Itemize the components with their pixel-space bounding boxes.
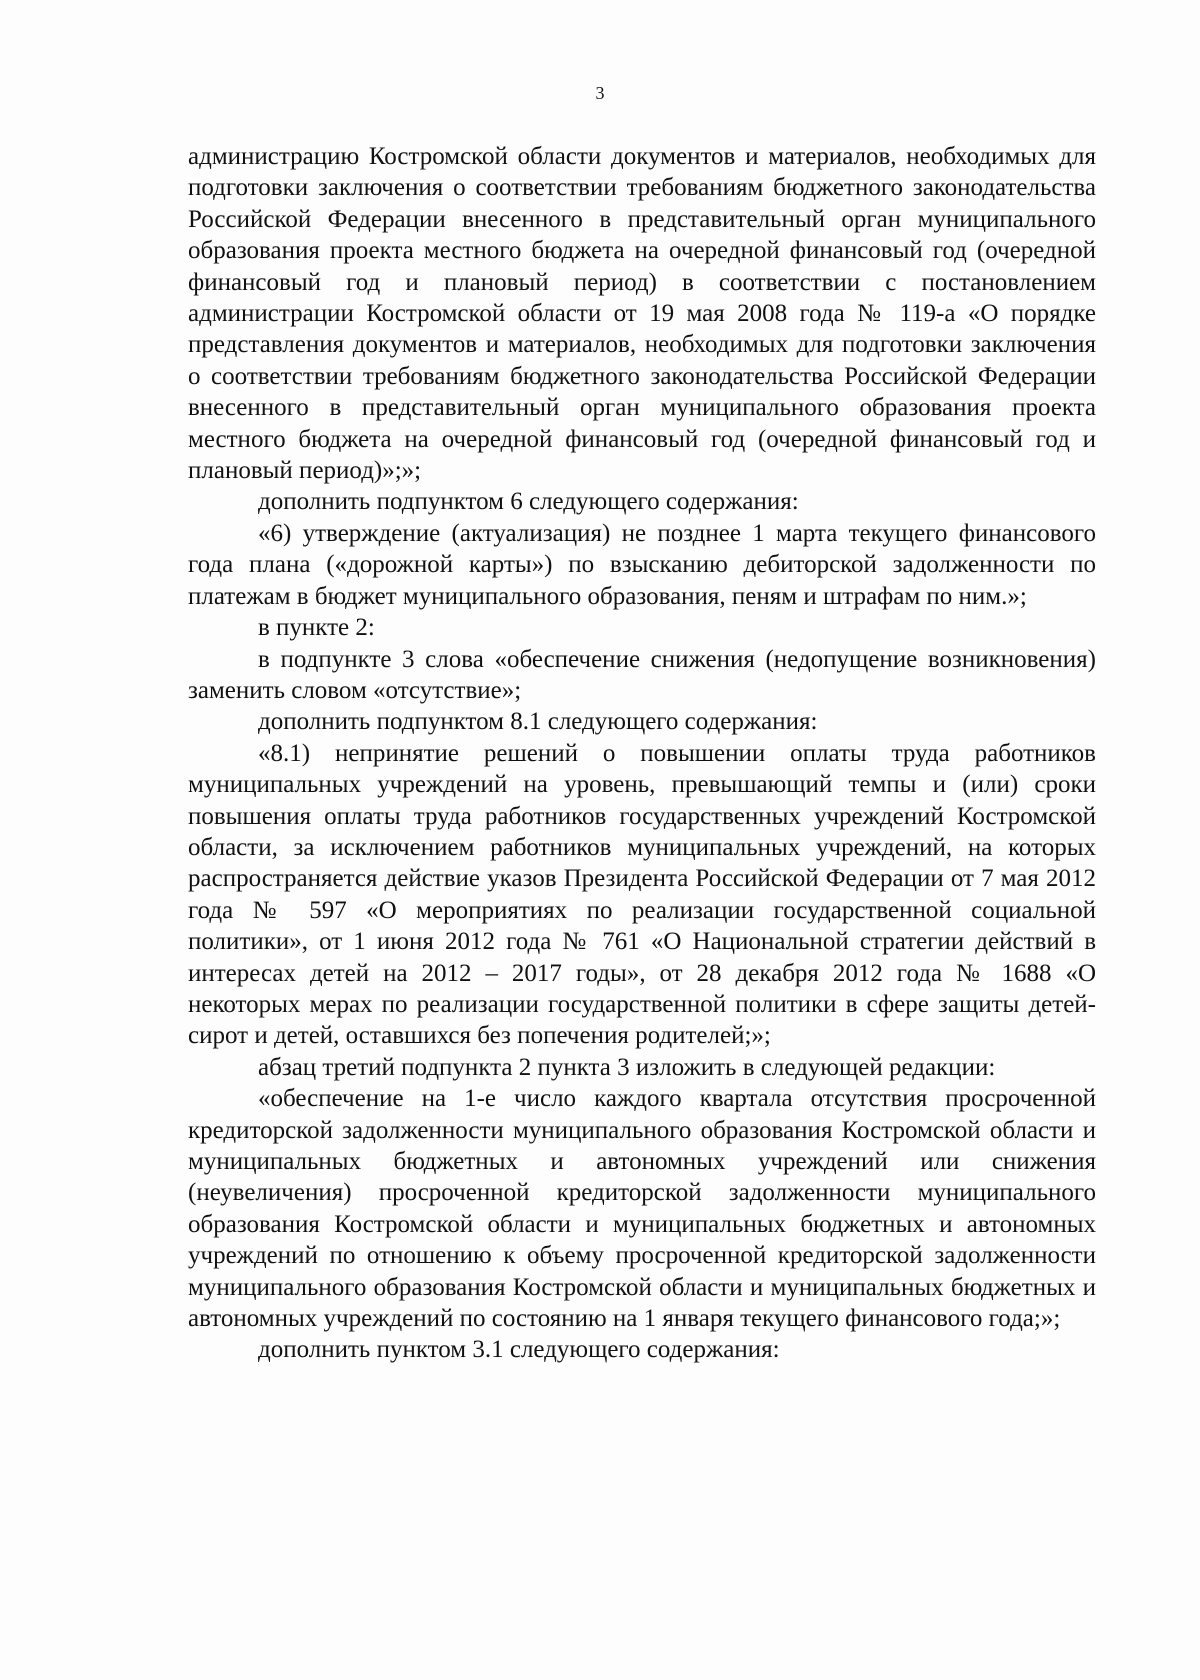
paragraph: дополнить подпунктом 8.1 следующего содержания:	[258, 708, 818, 736]
paragraph: дополнить пунктом 3.1 следующего содержания:	[258, 1336, 780, 1364]
paragraph: «8.1) непринятие решений о повышении оплаты труда работников муниципальных учреждений на уровень, превышающий темпы и (или) сроки повышения оплаты труда работников государственных учреждений Костромской области, за исключением работников муниципальных учреждений, на которых распространяется действие указов Президента Российской Федерации от 7 мая 2012 года № 597 «О мероприятиях по реализации государственной социальной политики», от 1 июня 2012 года № 761 «О Национальной стратегии действий в интересах детей на 2012 – 2017 годы», от 28 декабря 2012 года № 1688 «О некоторых мерах по реализации государственной политики в сфере защиты детей-сирот и детей, оставшихся без попечения родителей;»;	[188, 739, 1096, 1050]
paragraph: «6) утверждение (актуализация) не позднее 1 марта текущего финансового года плана («дорожной карты») по взысканию дебиторской задолженности по платежам в бюджет муниципального образования, пеням и штрафам по ним.»;	[188, 519, 1096, 610]
paragraph: администрацию Костромской области документов и материалов, необходимых для подготовки заключения о соответствии требованиям бюджетного законодательства Российской Федерации внесенного в представительный орган муниципального образования проекта местного бюджета на очередной финансовый год (очередной финансовый год и плановый период) в соответствии с постановлением администрации Костромской области от 19 мая 2008 года № 119-а «О порядке представления документов и материалов, необходимых для подготовки заключения о соответствии требованиям бюджетного законодательства Российской Федерации внесенного в представительный орган муниципального образования проекта местного бюджета на очередной финансовый год (очередной финансовый год и плановый период)»;»;	[188, 143, 1096, 485]
paragraph: в подпункте 3 слова «обеспечение снижения (недопущение возникновения) заменить словом «отсутствие»;	[188, 645, 1096, 704]
page-number: 3	[595, 83, 605, 103]
paragraph: в пункте 2:	[258, 614, 375, 642]
document-body	[188, 141, 1096, 1366]
paragraph: абзац третий подпункта 2 пункта 3 изложить в следующей редакции:	[258, 1053, 996, 1081]
paragraph: «обеспечение на 1-е число каждого квартала отсутствия просроченной кредиторской задолженности муниципального образования Костромской области и муниципальных бюджетных и автономных учреждений или снижения (неувеличения) просроченной кредиторской задолженности муниципального образования Костромской области и муниципальных бюджетных и автономных учреждений по отношению к объему просроченной кредиторской задолженности муниципального образования Костромской области и муниципальных бюджетных и автономных учреждений по состоянию на 1 января текущего финансового года;»;	[188, 1085, 1096, 1333]
paragraph: дополнить подпунктом 6 следующего содержания:	[258, 488, 799, 516]
